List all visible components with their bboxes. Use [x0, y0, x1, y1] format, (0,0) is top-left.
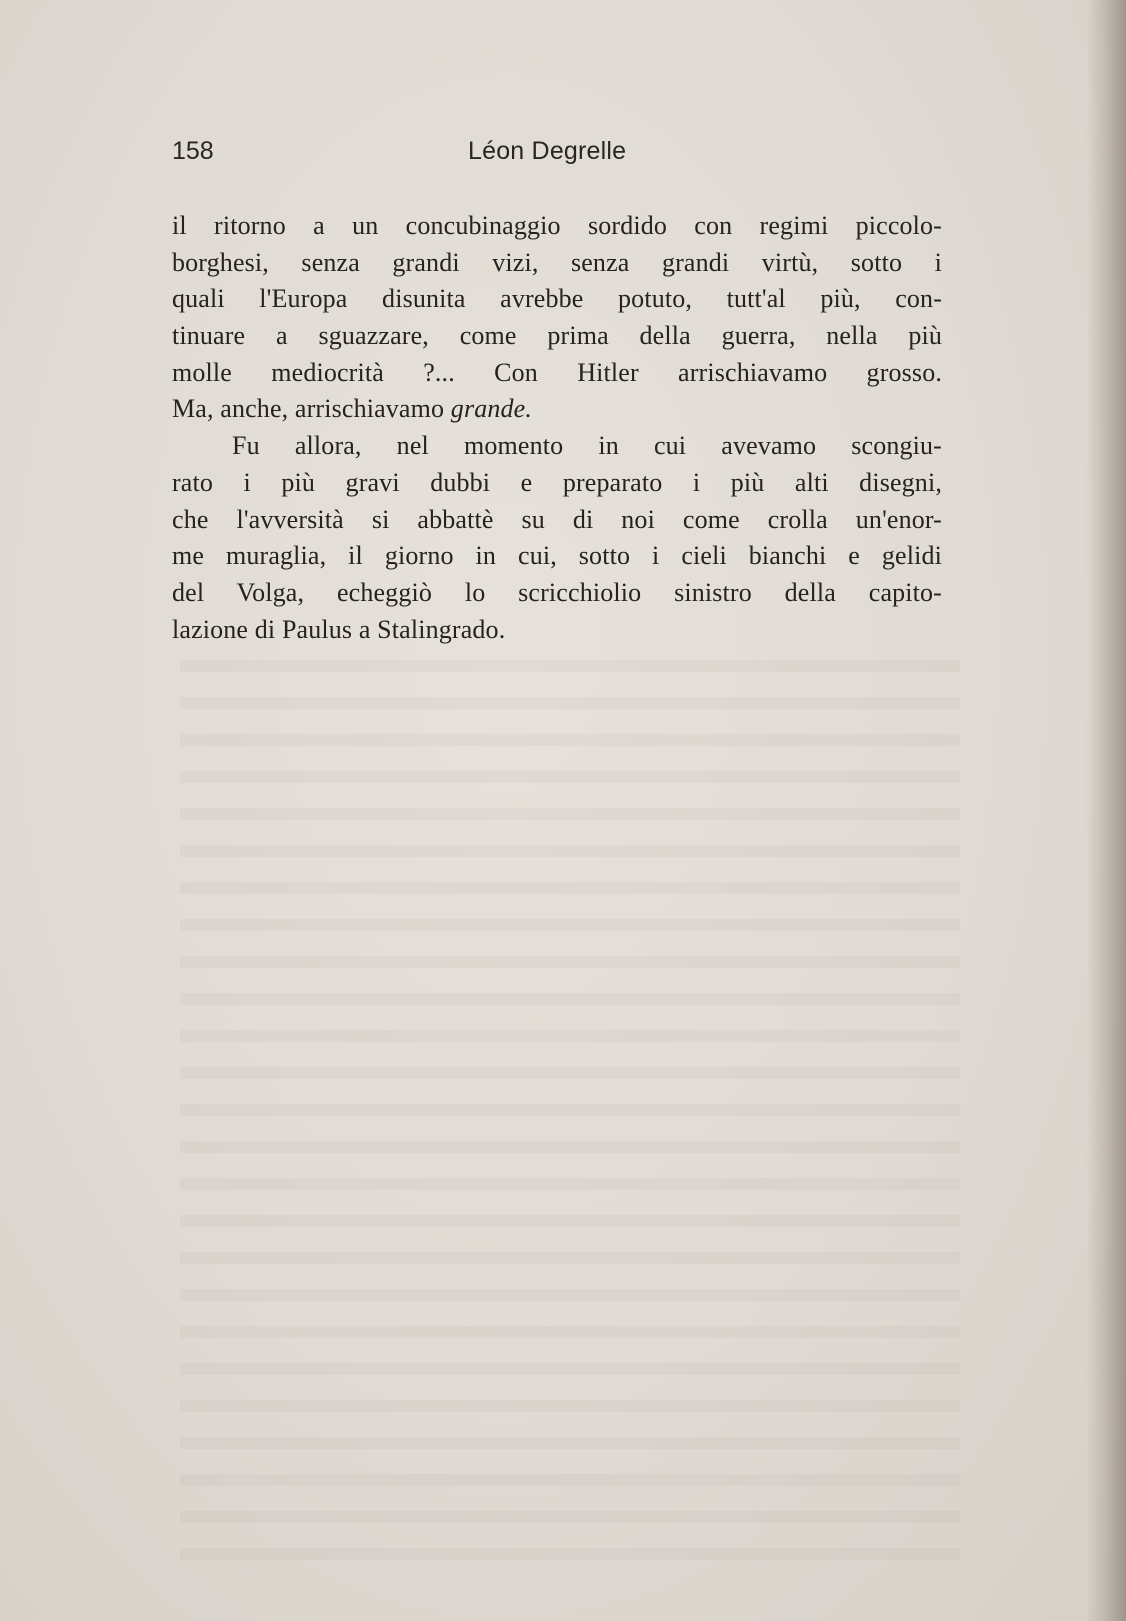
text-line	[172, 391, 942, 428]
running-title: Léon Degrelle	[468, 137, 627, 165]
running-head	[172, 137, 952, 177]
text-line: borghesi, senza grandi vizi, senza grandi virtù, sotto i	[172, 247, 942, 277]
text-line: che l'avversità si abbattè su di noi come crolla un'enor-	[172, 504, 942, 534]
text-run: Ma, anche, arrischiavamo	[172, 394, 451, 424]
show-through-text	[180, 660, 960, 1560]
text-line: me muraglia, il giorno in cui, sotto i cieli bianchi e gelidi	[172, 541, 942, 571]
page-number: 158	[172, 137, 214, 165]
text-line: tinuare a sguazzare, come prima della guerra, nella più	[172, 321, 942, 351]
text-line: lazione di Paulus a Stalingrado.	[172, 614, 506, 644]
emphasis-text: grande.	[450, 394, 533, 424]
text-line: il ritorno a un concubinaggio sordido con regimi piccolo-	[172, 211, 942, 240]
text-line: Fu allora, nel momento in cui avevamo scongiu-	[232, 431, 942, 461]
text-line: rato i più gravi dubbi e preparato i più alti disegni,	[172, 467, 942, 497]
text-line: quali l'Europa disunita avrebbe potuto, tutt'al più, con-	[172, 284, 942, 314]
paragraph-2	[172, 428, 942, 648]
text-line: del Volga, echeggiò lo scricchiolio sinistro della capito-	[172, 577, 942, 607]
page-binding-edge	[1086, 0, 1126, 1621]
paragraph-1	[172, 208, 942, 428]
body-text	[172, 208, 942, 648]
text-line: molle mediocrità ?... Con Hitler arrischiavamo grosso.	[172, 357, 942, 387]
